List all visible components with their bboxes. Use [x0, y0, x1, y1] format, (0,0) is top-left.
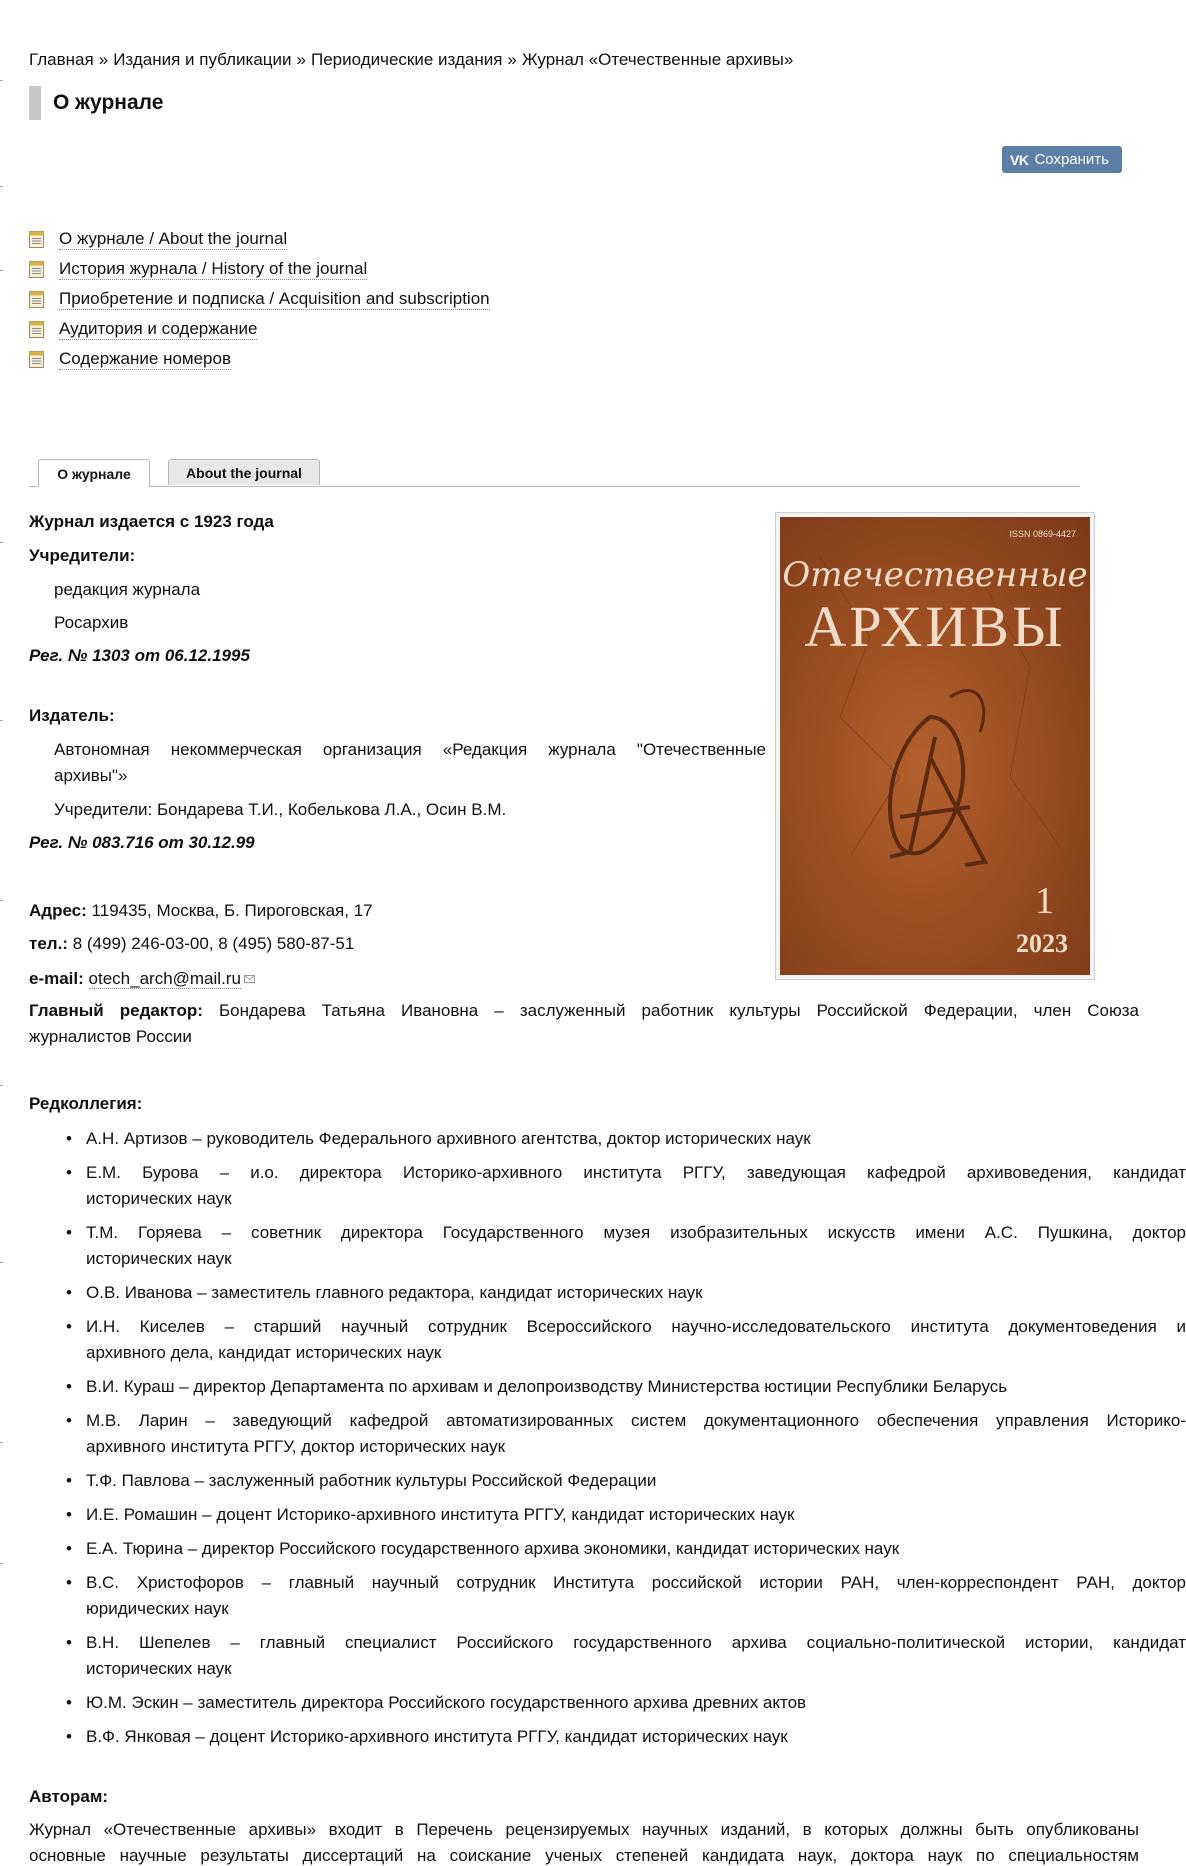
board-member [66, 1502, 1080, 1528]
title-accent-bar [29, 86, 41, 120]
founders-label: Учредители: [29, 546, 136, 565]
doc-link-contents[interactable]: Содержание номеров [59, 348, 232, 368]
board-member-text: архивного института РГГУ, доктор исторических наук [86, 1437, 506, 1456]
board-member [66, 1408, 1186, 1460]
board-member-text: А.Н. Артизов – руководитель Федерального архивного агентства, доктор исторических наук [86, 1129, 811, 1148]
page-title: О журнале [53, 91, 164, 114]
phone-line [29, 934, 354, 954]
editor-line-2: журналистов России [29, 1027, 192, 1046]
tab-about-en[interactable]: About the journal [168, 459, 320, 485]
cover-title-2: АРХИВЫ [804, 594, 1066, 659]
board-member-text: исторических наук [86, 1659, 232, 1678]
document-icon [29, 351, 44, 368]
board-member-text: М.В. Ларин – заведующий кафедрой автоматизированных систем документационного обеспечения управления Историко- [86, 1411, 1186, 1430]
journal-cover-image [775, 512, 1095, 980]
bullet-icon: • [66, 1163, 72, 1182]
editor-line-1 [29, 1001, 1139, 1021]
bullet-icon: • [66, 1317, 72, 1336]
bullet-icon: • [66, 1539, 72, 1558]
board-member [66, 1570, 1186, 1622]
board-member-text: И.Н. Киселев – старший научный сотрудник Всероссийского научно-исследовательского института документоведения и [86, 1317, 1186, 1336]
editorial-board-list [66, 1126, 1186, 1758]
cover-year: 2023 [1016, 929, 1068, 958]
board-member-text: исторических наук [86, 1189, 232, 1208]
mail-icon [244, 968, 255, 976]
bullet-icon: • [66, 1411, 72, 1430]
publisher-name-line-1: Автономная некоммерческая организация «Редакция журнала "Отечественные [54, 740, 766, 759]
breadcrumb-periodicals[interactable]: Периодические издания [310, 50, 503, 69]
breadcrumb [29, 50, 793, 70]
board-member-text: Ю.М. Эскин – заместитель директора Российского государственного архива древних актов [86, 1693, 807, 1712]
bullet-icon: • [66, 1633, 72, 1652]
breadcrumb-publications[interactable]: Издания и публикации [113, 50, 292, 69]
email-link[interactable]: otech_arch@mail.ru [88, 969, 241, 988]
board-member [66, 1220, 1186, 1272]
email-line [29, 968, 255, 989]
board-label: Редколлегия: [29, 1094, 143, 1113]
board-member-text: Е.М. Бурова – и.о. директора Историко-архивного института РГГУ, заведующая кафедрой архивоведения, кандидат [86, 1163, 1186, 1182]
document-icon [29, 291, 44, 308]
address-value: 119435, Москва, Б. Пироговская, 17 [91, 901, 373, 920]
board-member [66, 1468, 1080, 1494]
list-item [29, 314, 490, 344]
cover-issn: ISSN 0869-4427 [1009, 529, 1076, 539]
vk-share-label: Сохранить [1034, 151, 1109, 168]
board-member-text: Е.А. Тюрина – директор Российского государственного архива экономики, кандидат исторических наук [86, 1539, 900, 1558]
breadcrumb-separator: » [98, 50, 109, 69]
list-item [29, 224, 490, 254]
address-label: Адрес: [29, 901, 87, 920]
board-member-text: И.Е. Ромашин – доцент Историко-архивного института РГГУ, кандидат исторических наук [86, 1505, 795, 1524]
list-item [29, 344, 490, 374]
authors-text-2: основные научные результаты диссертаций на соискание ученых степеней кандидата наук, доктора наук по специальностям [29, 1846, 1139, 1865]
founder-item: Росархив [54, 613, 129, 632]
document-icon [29, 261, 44, 278]
authors-text-1: Журнал «Отечественные архивы» входит в Перечень рецензируемых научных изданий, в которых должны быть опубликованы [29, 1820, 1139, 1839]
phone-label: тел.: [29, 934, 68, 953]
doc-link-audience[interactable]: Аудитория и содержание [59, 318, 258, 338]
cover-artwork [780, 517, 1090, 975]
board-member [66, 1160, 1186, 1212]
board-member [66, 1126, 1080, 1152]
list-item [29, 284, 490, 314]
breadcrumb-separator: » [296, 50, 306, 69]
bullet-icon: • [66, 1377, 72, 1396]
board-member [66, 1536, 1080, 1562]
cover-title-1: Отечественные [782, 555, 1088, 595]
doc-link-about[interactable]: О журнале / About the journal [59, 228, 288, 248]
board-member-text: В.И. Кураш – директор Департамента по архивам и делопроизводству Министерства юстиции Республики Беларусь [86, 1377, 1008, 1396]
board-member [66, 1374, 1080, 1400]
journal-doc-links [29, 224, 490, 374]
publisher-label: Издатель: [29, 706, 115, 725]
publisher-founders: Учредители: Бондарева Т.И., Кобелькова Л.А., Осин В.М. [54, 800, 507, 819]
founder-item: редакция журнала [54, 580, 201, 599]
tab-about-ru[interactable]: О журнале [38, 459, 150, 487]
board-member-text: юридических наук [86, 1599, 229, 1618]
bullet-icon: • [66, 1223, 72, 1242]
bullet-icon: • [66, 1283, 72, 1302]
list-item [29, 254, 490, 284]
registration-2: Рег. № 083.716 от 30.12.99 [29, 833, 255, 852]
address-line [29, 901, 373, 921]
vk-share-button[interactable] [1002, 146, 1122, 173]
board-member [66, 1314, 1186, 1366]
board-member-text: Т.М. Горяева – советник директора Государственного музея изобразительных искусств имени А.С. Пушкина, доктор [86, 1223, 1186, 1242]
registration-1: Рег. № 1303 от 06.12.1995 [29, 646, 250, 665]
board-member [66, 1630, 1186, 1682]
phone-value: 8 (499) 246-03-00, 8 (495) 580-87-51 [72, 934, 355, 953]
bullet-icon: • [66, 1471, 72, 1490]
doc-link-subscription[interactable]: Приобретение и подписка / Acquisition and subscription [59, 288, 490, 308]
authors-label: Авторам: [29, 1787, 109, 1806]
bullet-icon: • [66, 1727, 72, 1746]
doc-link-history[interactable]: История журнала / History of the journal [59, 258, 368, 278]
board-member-text: В.Ф. Янковая – доцент Историко-архивного института РГГУ, кандидат исторических наук [86, 1727, 788, 1746]
board-member [66, 1280, 1080, 1306]
publisher-name-line-2: архивы"» [54, 766, 128, 785]
bullet-icon: • [66, 1573, 72, 1592]
board-member-text: В.Н. Шепелев – главный специалист Российского государственного архива социально-политической истории, кандидат [86, 1633, 1186, 1652]
board-member [66, 1724, 1080, 1750]
since-line: Журнал издается с 1923 года [29, 512, 274, 531]
page [29, 0, 1186, 1865]
breadcrumb-journal[interactable]: Журнал «Отечественные архивы» [521, 50, 794, 69]
breadcrumb-home[interactable]: Главная [29, 50, 94, 69]
editor-text-1: Бондарева Татьяна Ивановна – заслуженный работник культуры Российской Федерации, член Союза [218, 1001, 1139, 1020]
vk-logo-icon: VK [1010, 151, 1029, 168]
board-member-text: О.В. Иванова – заместитель главного редактора, кандидат исторических наук [86, 1283, 703, 1302]
bullet-icon: • [66, 1129, 72, 1148]
cover-issue: 1 [1035, 880, 1054, 922]
editor-label: Главный редактор: [29, 1001, 203, 1020]
board-member-text: исторических наук [86, 1249, 232, 1268]
board-member-text: В.С. Христофоров – главный научный сотрудник Института российской истории РАН, член-корреспондент РАН, доктор [86, 1573, 1186, 1592]
bullet-icon: • [66, 1693, 72, 1712]
email-label: e-mail: [29, 969, 84, 988]
board-member-text: архивного дела, кандидат исторических наук [86, 1343, 442, 1362]
bullet-icon: • [66, 1505, 72, 1524]
board-member-text: Т.Ф. Павлова – заслуженный работник культуры Российской Федерации [86, 1471, 657, 1490]
page-title-block [29, 86, 163, 120]
board-member [66, 1690, 1080, 1716]
tab-bar [29, 459, 1080, 487]
left-edge-marks [0, 0, 4, 1856]
document-icon [29, 321, 44, 338]
document-icon [29, 231, 44, 248]
breadcrumb-separator: » [507, 50, 517, 69]
